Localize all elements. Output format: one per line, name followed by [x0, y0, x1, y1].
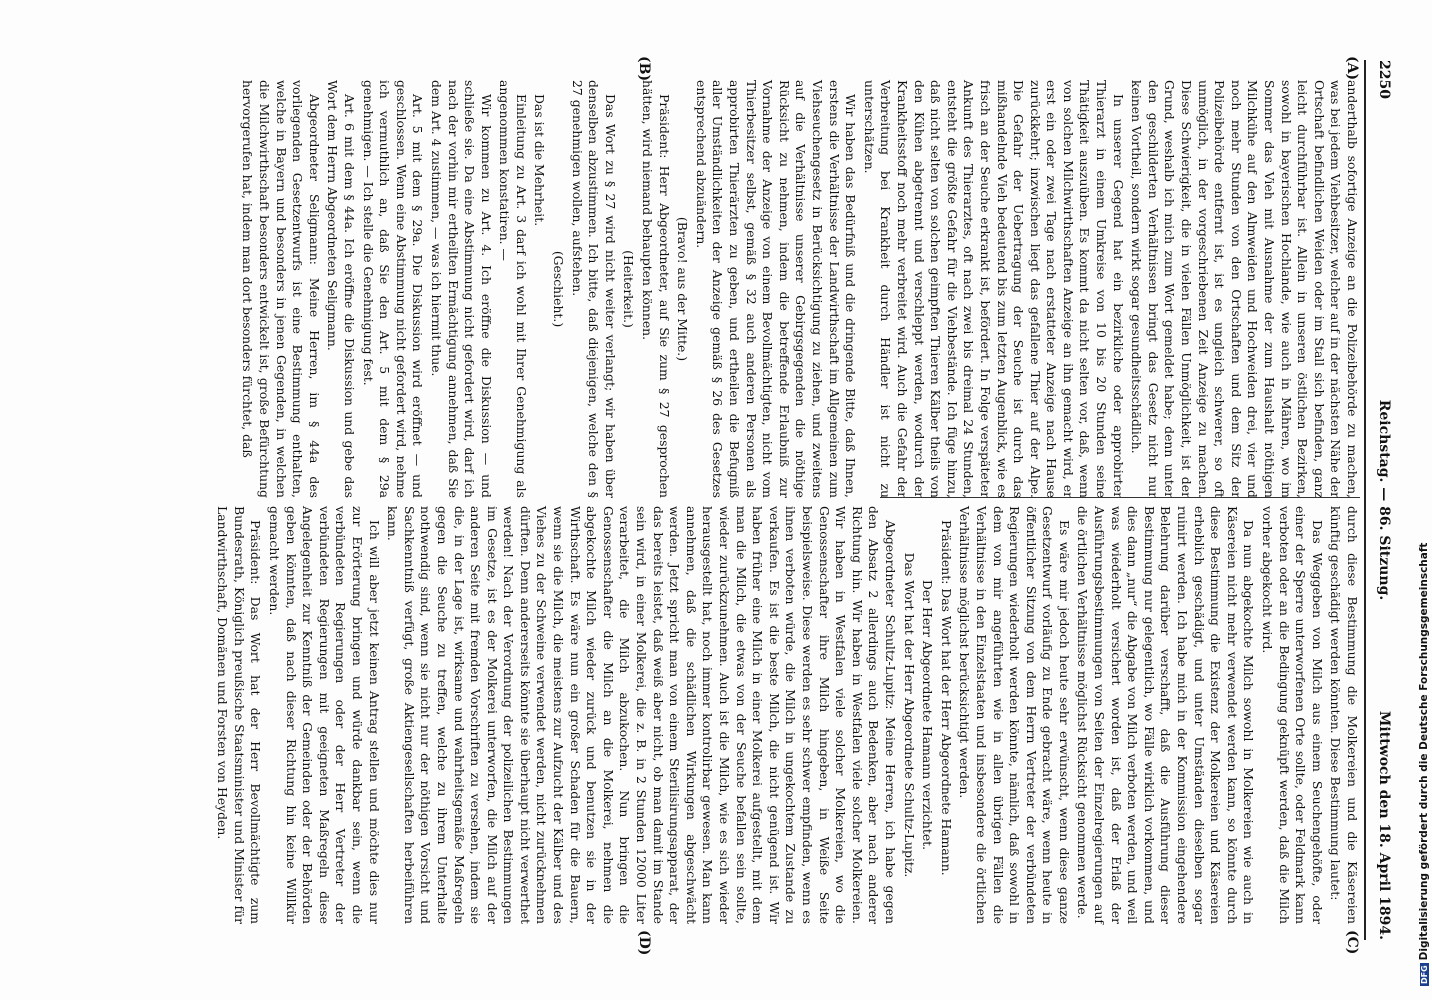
- paragraph: Abgeordneter Seligmann: Meine Herren, im § 44a des vorliegenden Gesetzentwurfs ist eine Bestimmung enthalten, welche in Bayern und besonders in jenen Gegenden, in welchen die Milchwirthschaft besonders entwickelt ist, große Befürchtung hervorgerufen hat, indem man dort besonders fürchtet, daß: [240, 80, 322, 498]
- paragraph: Abgeordneter Schultz-Lupitz: Meine Herren, ich habe gegen den Absatz 2 allerdings auch Bedenken, aber nach anderer Richtung hin. Wir haben in Westfalen viele solcher Molkereien. Wir haben in Westfalen viele solcher Molkereien, wo die Genossenschafter ihre Milch hingeben, in Weiße Seite beispielsweise. Diese werden es sehr schwer empfinden, wenn es ihnen verboten würde, die Milch in ungekochtem Zustande zu verkaufen. Es ist die beste Milch, die nicht genügend ist. Wir haben früher eine Milch in einer Molkerei aufgestellt, mit dem man die Milch, die etwas von der Seuche befallen sein sollte, wieder zurückzunehmen. Auch ist die Milch, wie es sich wieder herausgestellt hat, noch immer kontrolirbar gewesen. Man kann annehmen, daß die schädlichen Wirkungen abgeschwächt werden. Jetzt spricht man von einem Sterilisirungsapparat, der das bereits leistet, daß weiß aber nicht, ob man damit im Stande sein wird, in einer Molkerei, die z. B. in 2 Stunden 12000 Liter verarbeitet, die Milch abzukochen. Nun bringen die Genossenschafter die Milch an die Molkerei, nehmen die abgekochte Milch wieder zurück und benutzen sie in der Wirthschaft. Es wäre nun ein großer Schaden für die Bauern, wenn sie die Milch, die meistens zur Aufzucht der Kälber und des Viehes zu der Schweine verwendet werden, nicht zurücknehmen dürften. Denn andererseits könnte sie überhaupt nicht verwerthet werden! Nach der Verordnung der polizeilichen Bestimmungen im Gesetze, ist es der Molkerei unterworfen, die Milch auf der anderen Seite mit fremden Vorschriften zu versehen, indem sie die, in der Lage ist, wirksame und wahrheitsgemäße Maßregeln gegen die Seuche zu treffen, welche zu ihrem Unterhalte nothwendig sind, wenn sie nicht nur der nöthigen Vorsicht und Sachkenntniß verfügt, große Aktiengesellschaften herbeiführen kann.: [385, 506, 898, 924]
- quote: Das Weggeben von Milch aus einem Seuchengehöfte, oder einer der Sperre unterworfenen Orte sollte, oder Feldmark kann verboten oder an die Bedingung geknüpft werden, daß die Milch vorher abgekocht wird.: [1260, 506, 1325, 924]
- paragraph: Das Wort hat der Herr Abgeordnete Schultz-Lupitz.: [901, 552, 917, 878]
- page-header: [1368, 60, 1392, 940]
- interjection: (Geschieht.): [551, 250, 567, 328]
- header-rule: [1364, 60, 1366, 940]
- paragraph: Einleitung zu Art. 3 darf ich wohl mit Ihrer Genehmigung als angenommen konstatiren. —: [497, 80, 529, 498]
- margin-letter-a: (A): [1344, 56, 1360, 81]
- session-date: Mittwoch den 18. April 1894.: [1376, 710, 1392, 940]
- interjection: (Heiterkeit.): [621, 250, 637, 328]
- paragraph: Es wäre mir jedoch heute sehr erwünscht, wenn diese ganze Gesetzentwurf vorläufig zu Ende gebracht wäre, wenn heute in öffentlicher Sitzung von dem Herrn Vertreter der verbündeten Regierungen wiederholt werden könnte, nämlich, daß sowohl in dem von mir angeführten wie in allen übrigen Fällen die Verhältnisse in den Einzelstaaten und insbesondere die örtlichen Verhältnisse möglichst berücksichtigt werden.: [957, 506, 1072, 924]
- paragraph: Ich will aber jetzt keinen Antrag stellen und möchte dies nur zur Erörterung bringen und würde dankbar sein, wenn die verbündeten Regierungen oder der Herr Vertreter der verbündeten Regierungen mit geeigneten Maßregeln diese Angelegenheit zur Kenntniß der Gemeinden oder der Behörden geben könnten, daß nach dieser Richtung hin keine Willkür gemacht werden.: [267, 506, 382, 924]
- page-number: 2250: [1376, 60, 1392, 99]
- margin-letter-c: (C): [1344, 930, 1360, 955]
- paragraph: Art. 5 mit dem § 29a. Die Diskussion wird eröffnet — und geschlossen. Wenn eine Abstimmung nicht gefordert wird, nehme ich vermuthlich an, daß Sie den Art. 5 mit dem § 29a genehmigen. — Ich stelle die Genehmigung fest.: [360, 80, 426, 498]
- paragraph: Präsident: Das Wort hat der Herr Abgeordnete Hamann.: [938, 520, 954, 876]
- right-column: [212, 506, 1360, 924]
- footer-text: Digitalisierung gefördert durch die Deutsche Forschungsgemeinschaft: [1418, 542, 1430, 961]
- margin-letter-d: (D): [636, 930, 652, 956]
- paragraph: Wir kommen zu Art. 4. Ich eröffne die Diskussion — und schließe sie. Da eine Abstimmung nicht gefordert wird, darf ich nach der vorhin mir ertheilten Ermächtigung annehmen, daß Sie dem Art. 4 zustimmen, — was ich hiermit thue.: [428, 80, 494, 498]
- paragraph: Präsident: Das Wort hat der Herr Bevollmächtigte zum Bundesrath, Königlich preußische Staatsminister und Minister für Landwirthschaft, Domänen und Forsten von Heyden.: [215, 506, 264, 924]
- paragraph: Das Wort zu § 27 wird nicht weiter verlangt; wir haben über denselben abzustimmen. Ich bitte, daß diejenigen, welche den § 27 genehmigen wollen, aufstehen.: [569, 80, 618, 498]
- paragraph: Wir haben das Bedürfniß und die dringende Bitte, daß Ihnen, erstens die Verhältnisse der Landwirthschaft im Allgemeinen zum Viehseuchengesetz in Berücksichtigung zu ziehen, und zweitens auf die Verhältnisse unserer Gebirgsgegenden die nöthige Rücksicht zu nehmen, indem die betreffende Erlaubniß zur Vornahme der Anzeige von einem Bevollmächtigten, nicht vom Thierbesitzer selbst, gemäß § 32 auch anderen Personen als approbirten Thierärzten zu geben, und ertheilen die Befugniß aller Umständlichkeiten der Anzeige gemäß § 26 des Gesetzes entsprechend abzuändern.: [693, 80, 859, 498]
- footer-text-line: [1418, 0, 1432, 986]
- column-divider: [880, 497, 1360, 498]
- paragraph: Da nun abgekochte Milch sowohl in Molkereien wie auch in Käsereien nicht mehr verwendet werden kann, so könnte durch diese Bestimmung die Existenz der Molkereien und Käsereien erheblich geschädigt, und unter Umständen dieselben sogar ruinirt werden. Ich habe mich in der Kommission eingehendere Belehrung darüber verschafft, daß die Ausführung dieser Bestimmung nur gelegentlich, wo Fälle wirklich vorkommen, und dies dann „nur“ die Abgabe von Milch verboten werden, und weil was wiederholt versichert worden ist, daß der Erlaß der Ausführungsbestimmungen von Seiten der Einzelregierungen auf die örtlichen Verhältnisse möglichst Rücksicht genommen werde.: [1075, 506, 1257, 924]
- digitization-footer: [1418, 0, 1432, 1000]
- margin-letter-b: (B): [636, 56, 652, 82]
- paragraph: Das ist die Mehrheit.: [532, 94, 548, 227]
- paragraph: durch diese Bestimmung die Molkereien und die Käsereien künftig geschädigt werden könnten. Diese Bestimmung lautet:: [1328, 506, 1360, 924]
- paragraph: Art. 6 mit dem § 44a. Ich eröffne die Diskussion und gebe das Wort dem Herrn Abgeordneten Seligmann.: [325, 80, 357, 498]
- paragraph: Der Herr Abgeordnete Hamann verzichtet.: [920, 579, 936, 851]
- interjection: (Bravo! aus der Mitte.): [675, 216, 691, 362]
- page-title: Reichstag. — 86. Sitzung.: [1376, 399, 1392, 601]
- dfg-logo: DFG: [1420, 965, 1429, 984]
- left-column: [237, 80, 1360, 498]
- paragraph: In unserer Gegend hat ein bezirkliche oder approbirter Thierarzt in einem Umkreise von 10 bis 20 Stunden seine Thätigkeit auszuüben. Es kommt da nicht selten vor, daß, wenn von solchen Milchwirthschaften Anzeige an ihn gemacht wird, er erst ein oder zwei Tage nach erstatteter Anzeige nach Hause zurückkehrt; inzwischen liegt das gefallene Thier auf der Alpe. Die Gefahr der Uebertragung der Seuche ist durch das mißhandelnde Vieh bedeutend bis zum letzten Augenblick, wie es frisch an der Seuche erkrankt ist, befördert. In Folge verspäteter Ankunft des Thierarztes, oft nach zwei bis dreimal 24 Stunden, entsteht die größte Gefahr für die Viehbestände. Ich füge hinzu, daß nicht selten von solchen geimpften Thieren Kälber theils von den Kühen abgetrennt und verschleppt werden, wodurch der Krankheitsstoff noch mehr verbreitet wird. Auch die Gefahr der Verbreitung bei Krankheit durch Händler ist nicht zu unterschätzen.: [861, 80, 1126, 498]
- paragraph: Präsident: Herr Abgeordneter, auf Sie zum § 27 gesprochen hätten, wird niemand behaupten können.: [640, 80, 672, 498]
- paragraph: anderthalb sofortige Anzeige an die Polizeibehörde zu machen, was bei jedem Viehbesitzer, welcher auf in der nächsten Nähe der Ortschaft befindlichen Weiden oder im Stall sich befinden, ganz leicht durchführbar ist. Allein in unseren östlichen Bezirken, sowohl in bayerischen Hochlande, wie auch in Mähren, wo im Sommer das Vieh mit Ausnahme der zum Haushalt nöthigen Milchkühe auf den Almweiden und Hochweiden drei, vier und noch mehr Stunden von den Ortschaften und dem Sitz der Polizeibehörde entfernt ist, ist es ungleich schwerer, so oft unmöglich, in der vorgeschriebenen Zeit Anzeige zu machen. Diese Schwierigkeit, die in vielen Fällen Unmöglichkeit, ist der Grund, weshalb ich mich zum Wort gemeldet habe; denn unter den geschilderten Verhältnissen bringt das Gesetz nicht nur keinen Vortheil, sondern wirkt sogar gesundheitsschädlich.: [1129, 80, 1360, 498]
